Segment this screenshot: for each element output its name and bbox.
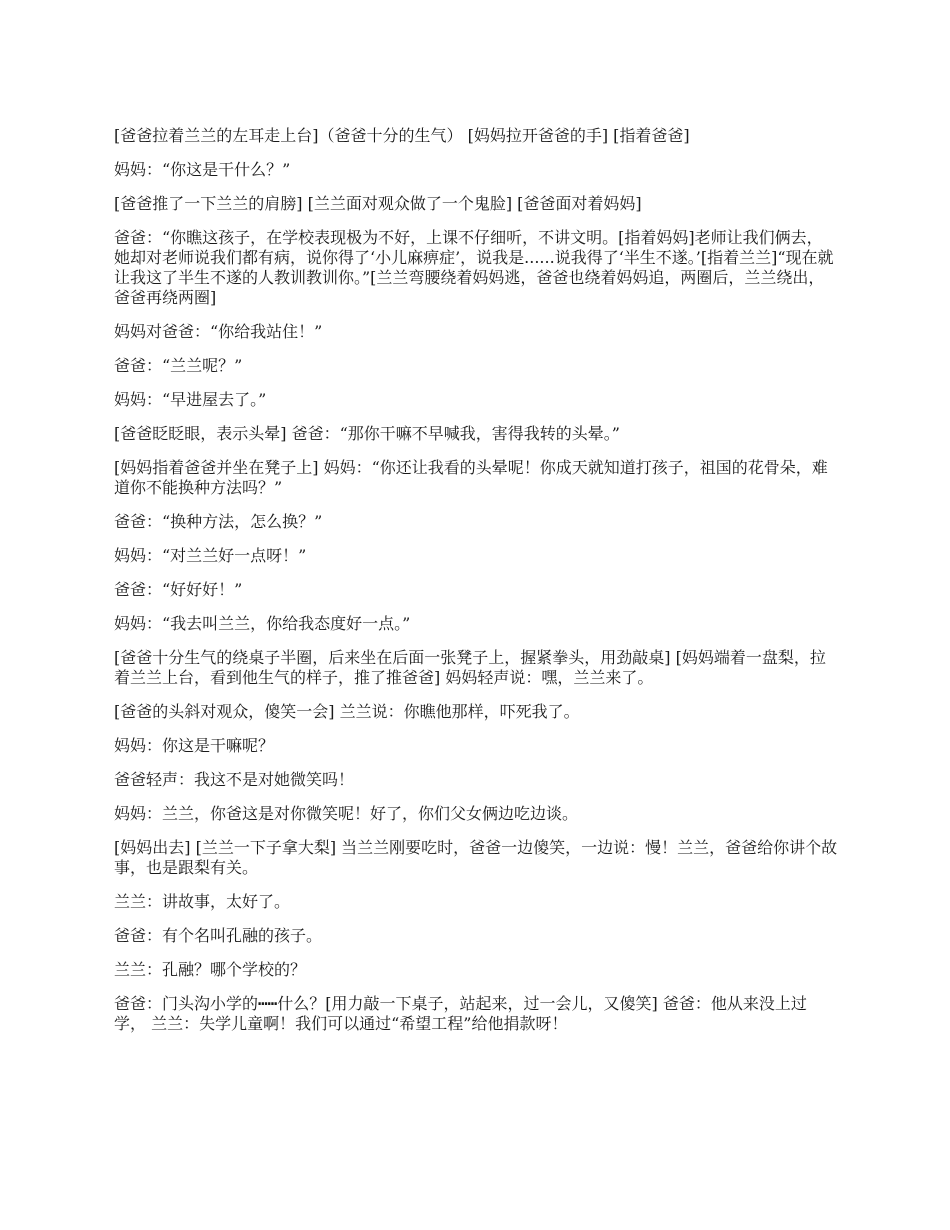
paragraph-lanlan-line-2: 兰兰：讲故事，太好了。 [114,892,291,911]
paragraph-stage-direction-3: [爸爸十分生气的绕桌子半圈，后来坐在后面一张凳子上，握紧拳头，用劲敲桌] [妈妈端着一盘梨，拉着兰兰上台，看到他生气的样子，推了推爸爸] 妈妈轻声说：嘿，兰兰来了。 [114,648,826,687]
script-text-body [114,126,838,1048]
paragraph-dad-line-1: 爸爸：“你瞧这孩子，在学校表现极为不好，上课不仔细听，不讲文明。[指着妈妈]老师让我们俩去，她却对老师说我们都有病，说你得了‘小儿麻痹症’，说我是......说我得了‘半生不遂。’[指着兰兰]“现在就让我这了半生不遂的人教训教训你。”[兰兰弯腰绕着妈妈逃，爸爸也绕着妈妈追，两圈后，兰兰绕出，爸爸再绕两圈] [114,228,834,307]
paragraph-dad-line-4: 爸爸：“换种方法，怎么换？” [114,512,323,531]
paragraph-mom-line-1: 妈妈：“你这是干什么？” [114,160,291,179]
paragraph-dad-line-7: 爸爸：有个名叫孔融的孩子。 [114,926,323,945]
paragraph-mom-line-6: 妈妈：“我去叫兰兰，你给我态度好一点。” [114,614,411,633]
paragraph-mom-line-4: [妈妈指着爸爸并坐在凳子上] 妈妈：“你还让我看的头晕呢！你成天就知道打孩子，祖国的花骨朵，难道你不能换种方法吗？” [114,458,828,497]
paragraph-dad-line-6: 爸爸轻声：我这不是对她微笑吗！ [114,770,355,789]
paragraph-mom-line-7: 妈妈：你这是干嘛呢？ [114,736,275,755]
paragraph-dad-line-3: [爸爸眨眨眼，表示头晕] 爸爸：“那你干嘛不早喊我，害得我转的头晕。” [114,424,620,443]
paragraph-mom-line-8: 妈妈：兰兰，你爸这是对你微笑呢！好了，你们父女俩边吃边谈。 [114,804,579,823]
paragraph-dad-line-5: 爸爸：“好好好！” [114,580,243,599]
paragraph-mom-line-5: 妈妈：“对兰兰好一点呀！” [114,546,307,565]
paragraph-lanlan-line-3: 兰兰：孔融？哪个学校的？ [114,960,307,979]
paragraph-stage-direction-2: [爸爸推了一下兰兰的肩膀] [兰兰面对观众做了一个鬼脸] [爸爸面对着妈妈] [114,194,642,213]
paragraph-mom-line-3: 妈妈：“早进屋去了。” [114,390,267,409]
paragraph-stage-direction-1: [爸爸拉着兰兰的左耳走上台]（爸爸十分的生气） [妈妈拉开爸爸的手] [指着爸爸] [114,126,690,145]
paragraph-dad-line-2: 爸爸：“兰兰呢？” [114,356,243,375]
paragraph-lanlan-line-1: [爸爸的头斜对观众，傻笑一会] 兰兰说：你瞧他那样，吓死我了。 [114,702,580,721]
paragraph-mom-line-2: 妈妈对爸爸：“你给我站住！” [114,322,323,341]
paragraph-stage-direction-4: [妈妈出去] [兰兰一下子拿大梨] 当兰兰刚要吃时，爸爸一边傻笑，一边说：慢！兰兰，爸爸给你讲个故事，也是跟梨有关。 [114,838,838,877]
paragraph-dad-line-8: 爸爸：门头沟小学的┅┅什么？[用力敲一下桌子，站起来，过一会儿，又傻笑] 爸爸：他从来没上过学， 兰兰：失学儿童啊！我们可以通过“希望工程”给他捐款呀！ [114,994,807,1033]
